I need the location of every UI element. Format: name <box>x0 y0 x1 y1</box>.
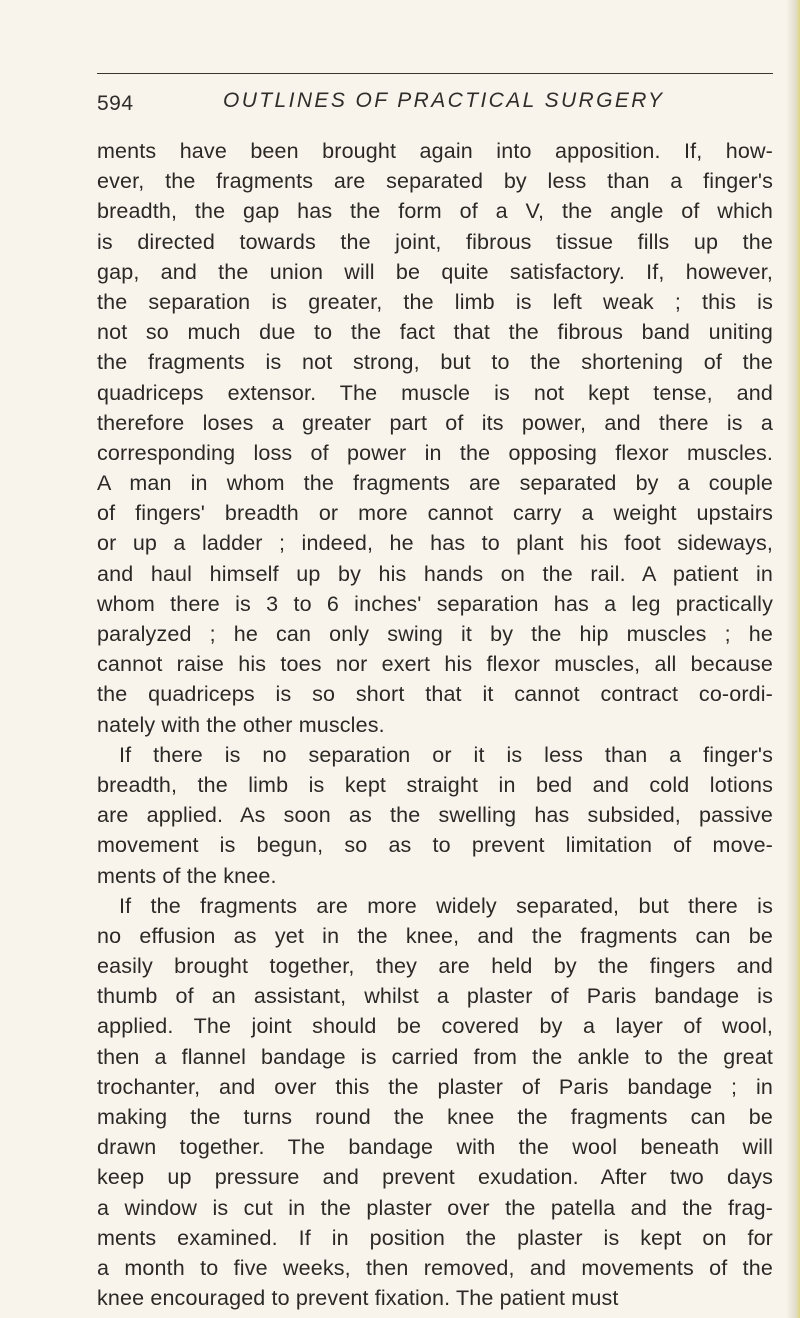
text-line: a month to five weeks, then removed, and movements of the <box>97 1255 773 1280</box>
text-line: easily brought together, they are held by the fingers and <box>97 954 773 979</box>
text-line: a window is cut in the plaster over the patella and the frag- <box>97 1195 773 1220</box>
running-title: OUTLINES OF PRACTICAL SURGERY <box>223 89 665 112</box>
text-line: ments examined. If in position the plaster is kept on for <box>97 1225 773 1250</box>
text-line: movement is begun, so as to prevent limitation of move- <box>97 833 773 858</box>
text-line: ments of the knee. <box>97 863 277 888</box>
text-line: paralyzed ; he can only swing it by the hip muscles ; he <box>97 622 773 646</box>
paragraph <box>97 136 773 740</box>
text-line: of fingers' breadth or more cannot carry a weight upstairs <box>97 501 773 526</box>
text-line: trochanter, and over this the plaster of Paris bandage ; in <box>97 1074 773 1099</box>
paragraph <box>97 740 773 891</box>
text-line: applied. The joint should be covered by a layer of wool, <box>97 1014 773 1039</box>
text-line: quadriceps extensor. The muscle is not kept tense, and <box>97 380 773 405</box>
page-number: 594 <box>97 92 134 115</box>
body-text <box>97 136 773 1313</box>
text-line: nately with the other muscles. <box>97 712 385 737</box>
text-line: whom there is 3 to 6 inches' separation has a leg practically <box>97 591 773 616</box>
text-line: keep up pressure and prevent exudation. After two days <box>97 1165 773 1190</box>
text-line: breadth, the gap has the form of a V, the angle of which <box>97 199 773 224</box>
text-line: making the turns round the knee the fragments can be <box>97 1105 773 1129</box>
text-line: breadth, the limb is kept straight in bed and cold lotions <box>97 772 773 797</box>
paragraph <box>97 891 773 1314</box>
text-line: then a flannel bandage is carried from the ankle to the great <box>97 1044 773 1069</box>
text-line: ever, the fragments are separated by less than a finger's <box>97 169 773 194</box>
text-line: therefore loses a greater part of its power, and there is a <box>97 410 773 435</box>
text-line: corresponding loss of power in the opposing flexor muscles. <box>97 440 773 465</box>
text-line: If the fragments are more widely separated, but there is <box>119 893 773 918</box>
text-line: the quadriceps is so short that it cannot contract co-ordi- <box>97 682 773 707</box>
text-line: or up a ladder ; indeed, he has to plant his foot sideways, <box>97 531 773 556</box>
text-line: gap, and the union will be quite satisfactory. If, however, <box>97 259 773 284</box>
text-line: drawn together. The bandage with the wool beneath will <box>97 1135 773 1160</box>
text-line: If there is no separation or it is less than a finger's <box>119 742 773 767</box>
text-line: A man in whom the fragments are separated by a couple <box>97 471 773 496</box>
text-line: are applied. As soon as the swelling has subsided, passive <box>97 803 773 828</box>
text-line: the fragments is not strong, but to the shortening of the <box>97 350 773 375</box>
text-line: is directed towards the joint, fibrous tissue fills up the <box>97 229 773 254</box>
text-line: no effusion as yet in the knee, and the fragments can be <box>97 923 773 948</box>
text-line: cannot raise his toes nor exert his flexor muscles, all because <box>97 652 773 677</box>
text-line: knee encouraged to prevent fixation. The patient must <box>97 1286 619 1311</box>
text-line: not so much due to the fact that the fibrous band uniting <box>97 320 773 345</box>
text-line: thumb of an assistant, whilst a plaster of Paris bandage is <box>97 984 773 1009</box>
page-edge-shadow <box>786 0 800 1318</box>
text-line: ments have been brought again into apposition. If, how- <box>97 139 773 163</box>
text-line: and haul himself up by his hands on the rail. A patient in <box>97 561 773 586</box>
text-line: the separation is greater, the limb is left weak ; this is <box>97 289 773 314</box>
header-rule <box>97 73 773 74</box>
